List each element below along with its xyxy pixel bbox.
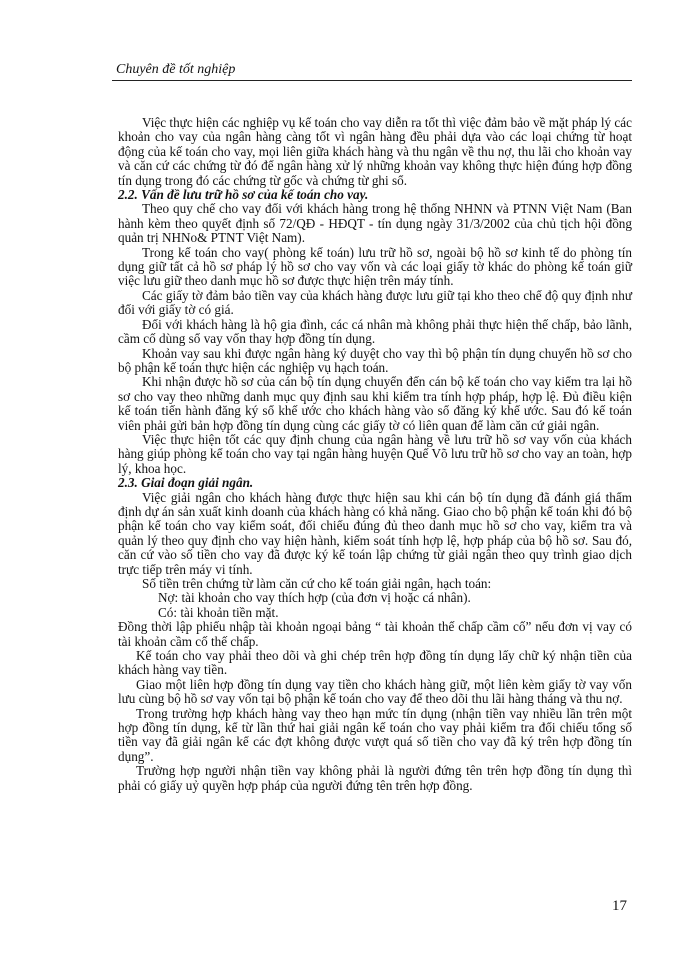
paragraph: Theo quy chế cho vay đối với khách hàng trong hệ thống NHNN và PTNN Việt Nam (Ban hành kèm theo quyết định số 72/QĐ - HĐQT - tín dụng ngày 31/3/2002 của chủ tịch hội đồng quản trị NHNo& PTNT Việt Nam). xyxy=(118,201,632,246)
paragraph: Trường hợp người nhận tiền vay không phải là người đứng tên trên hợp đồng tín dụng thì phải có giấy uỷ quyền hợp pháp của người đứng tên trên hợp đồng. xyxy=(118,763,632,793)
paragraph: Việc thực hiện tốt các quy định chung của ngân hàng về lưu trữ hồ sơ vay vốn của khách hàng giúp phòng kế toán cho vay tại ngân hàng huyện Quế Võ lưu trữ hồ sơ cho vay an toàn, hợp lý, khoa học. xyxy=(118,431,632,476)
paragraph: Khi nhận được hồ sơ của cán bộ tín dụng chuyển đến cán bộ kế toán cho vay kiểm tra lại hồ sơ cho vay theo những danh mục quy định sau khi kiểm tra tính hợp pháp, hợp lệ. Đủ điều kiện kế toán tiến hành đăng ký sổ khế ước cho khách hàng vào sổ đăng ký khế ước. Sau đó kế toán viên phải gửi bản hợp đồng tín dụng cùng các giấy tờ có liên quan để làm căn cứ giải ngân. xyxy=(118,374,632,433)
paragraph-intro: Việc thực hiện các nghiệp vụ kế toán cho vay diễn ra tốt thì việc đảm bảo về mặt pháp lý các khoản cho vay của ngân hàng càng tốt vì ngân hàng đều phải dựa vào các loại chứng từ hoạt động của kế toán cho vay, mọi liên giữa khách hàng và thu ngân về thu nợ, thu lãi cho khoản vay và căn cứ các chứng từ đó để ngân hàng xử lý những khoản vay không thực hiện đúng hợp đồng tín dụng trong đó các chứng từ gốc và chứng từ ghi sổ. xyxy=(118,115,632,188)
section-heading-2-2: 2.2. Vấn đề lưu trữ hồ sơ của kế toán cho vay. xyxy=(118,187,369,203)
page-number: 17 xyxy=(612,898,627,914)
section-heading-2-3: 2.3. Giai đoạn giải ngân. xyxy=(118,475,254,491)
paragraph: Đối với khách hàng là hộ gia đình, các cá nhân mà không phải thực hiện thế chấp, bảo lãnh, cầm cố dùng sổ vay vốn thay hợp đồng tín dụng. xyxy=(118,316,632,347)
paragraph: Đồng thời lập phiếu nhập tài khoản ngoại bảng “ tài khoản thế chấp cầm cố” nếu đơn vị vay có tài khoản cầm cố thế chấp. xyxy=(118,619,632,649)
journal-entry-credit: Có: tài khoản tiền mặt. xyxy=(158,604,279,620)
paragraph: Việc giải ngân cho khách hàng được thực hiện sau khi cán bộ tín dụng đã đánh giá thẩm định dự án sản xuất kinh doanh của khách hàng có khả năng. Giao cho bộ phận kế toán khi đó bộ phận kế toán cho vay kiểm soát, đối chiếu đúng đủ theo danh mục hồ sơ cho vay, kiểm tra và quản lý theo quy định cho vay hiện hành, kiểm soát tính hợp lệ, hợp pháp của bộ hồ sơ. Sau đó, căn cứ vào số tiền cho vay đã được ký kế toán lập chứng từ giải ngân theo quy trình giao dịch trực tiếp trên máy vi tính. xyxy=(118,489,632,577)
document-body xyxy=(118,116,632,793)
paragraph: Số tiền trên chứng từ làm căn cứ cho kế toán giải ngân, hạch toán: xyxy=(142,576,492,591)
paragraph: Trong kế toán cho vay( phòng kế toán) lưu trữ hồ sơ, ngoài bộ hồ sơ kinh tế do phòng tín dụng giữ tất cả hồ sơ pháp lý hồ sơ cho vay vốn và các loại giấy tờ khác do phòng kế toán giữ việc lưu giữ theo danh mục hồ sơ được thực hiện trên máy tính. xyxy=(118,244,632,289)
paragraph: Kế toán cho vay phải theo dõi và ghi chép trên hợp đồng tín dụng lấy chữ ký nhận tiền của khách hàng vay tiền. xyxy=(118,648,632,678)
paragraph: Khoản vay sau khi được ngân hàng ký duyệt cho vay thì bộ phận tín dụng chuyển hồ sơ cho bộ phận kế toán thực hiện các nghiệp vụ hạch toán. xyxy=(118,345,632,375)
header-divider xyxy=(112,80,632,81)
paragraph: Giao một liên hợp đồng tín dụng vay tiền cho khách hàng giữ, một liên kèm giấy tờ vay vốn lưu cùng bộ hồ sơ vay vốn tại bộ phận kế toán cho vay để theo dõi thu lãi hàng tháng và thu nợ. xyxy=(118,676,632,707)
page-header-title: Chuyên đề tốt nghiệp xyxy=(116,62,236,77)
journal-entry-debit: Nợ: tài khoản cho vay thích hợp (của đơn vị hoặc cá nhân). xyxy=(158,590,471,606)
paragraph: Các giấy tờ đảm bảo tiền vay của khách hàng được lưu giữ tại kho theo chế độ quy định như đối với giấy tờ có giá. xyxy=(118,287,632,318)
paragraph: Trong trường hợp khách hàng vay theo hạn mức tín dụng (nhận tiền vay nhiều lần trên một hợp đồng tín dụng, kể từ lần thứ hai giải ngân kế toán cho vay phải kiểm tra đối chiếu tổng số tiền vay đã giải ngân kể các đợt không được vượt quá số tiền cho vay đã ký trên hợp đồng tín dụng”. xyxy=(118,705,632,764)
